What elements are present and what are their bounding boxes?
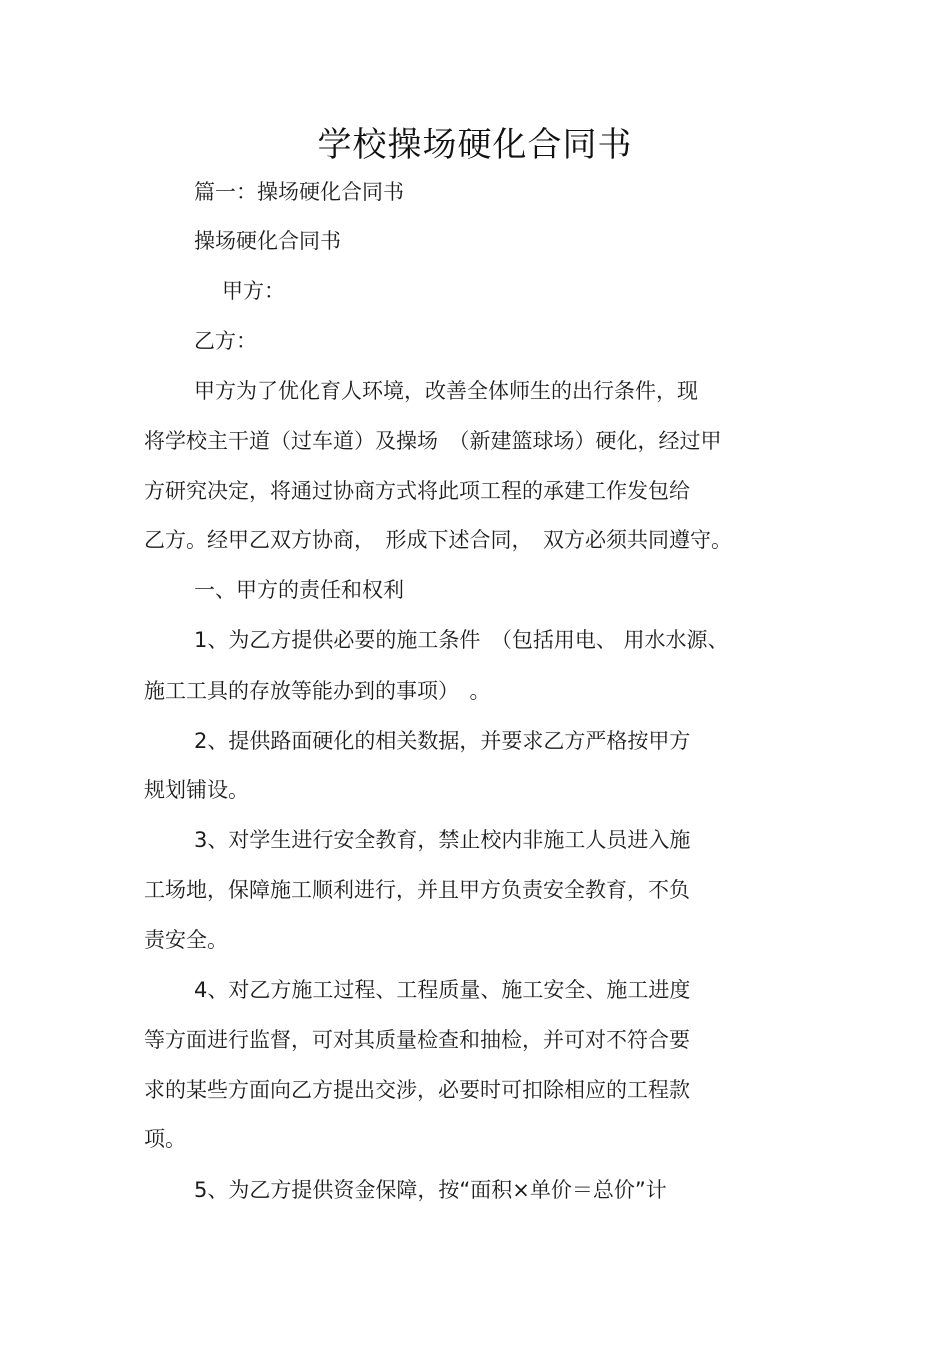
paragraph-line: 2、提供路面硬化的相关数据，并要求乙方严格按甲方 [194, 729, 691, 753]
paragraph-line: 责安全。 [144, 928, 228, 952]
paragraph-line: 4、对乙方施工过程、工程质量、施工安全、施工进度 [194, 978, 691, 1002]
paragraph-line: 5、为乙方提供资金保障，按“面积×单价＝总价”计 [194, 1178, 667, 1202]
paragraph-line: 求的某些方面向乙方提出交涉，必要时可扣除相应的工程款 [144, 1078, 690, 1102]
party-a-label: 甲方： [222, 279, 285, 303]
paragraph-line: 方研究决定，将通过协商方式将此项工程的承建工作发包给 [144, 479, 690, 503]
paragraph-line: 工场地，保障施工顺利进行，并且甲方负责安全教育，不负 [144, 878, 690, 902]
subtitle-chapter: 篇一：操场硬化合同书 [194, 180, 404, 204]
paragraph-line: 乙方。经甲乙双方协商， 形成下述合同， 双方必须共同遵守。 [144, 528, 732, 552]
paragraph-line: 项。 [144, 1127, 186, 1151]
paragraph-line: 规划铺设。 [144, 778, 249, 802]
section-heading: 一、甲方的责任和权利 [194, 578, 404, 602]
paragraph-line: 将学校主干道（过车道）及操场 （新建篮球场）硬化，经过甲 [144, 429, 722, 453]
subtitle-contract: 操场硬化合同书 [194, 229, 341, 253]
document-title: 学校操场硬化合同书 [317, 125, 633, 165]
party-b-label: 乙方： [194, 329, 257, 353]
paragraph-line: 施工工具的存放等能办到的事项） 。 [144, 679, 491, 703]
paragraph-line: 甲方为了优化育人环境，改善全体师生的出行条件，现 [194, 379, 698, 403]
paragraph-line: 3、对学生进行安全教育，禁止校内非施工人员进入施 [194, 828, 691, 852]
paragraph-line: 等方面进行监督，可对其质量检查和抽检，并可对不符合要 [144, 1028, 690, 1052]
paragraph-line: 1、为乙方提供必要的施工条件 （包括用电、 用水水源、 [194, 628, 729, 652]
